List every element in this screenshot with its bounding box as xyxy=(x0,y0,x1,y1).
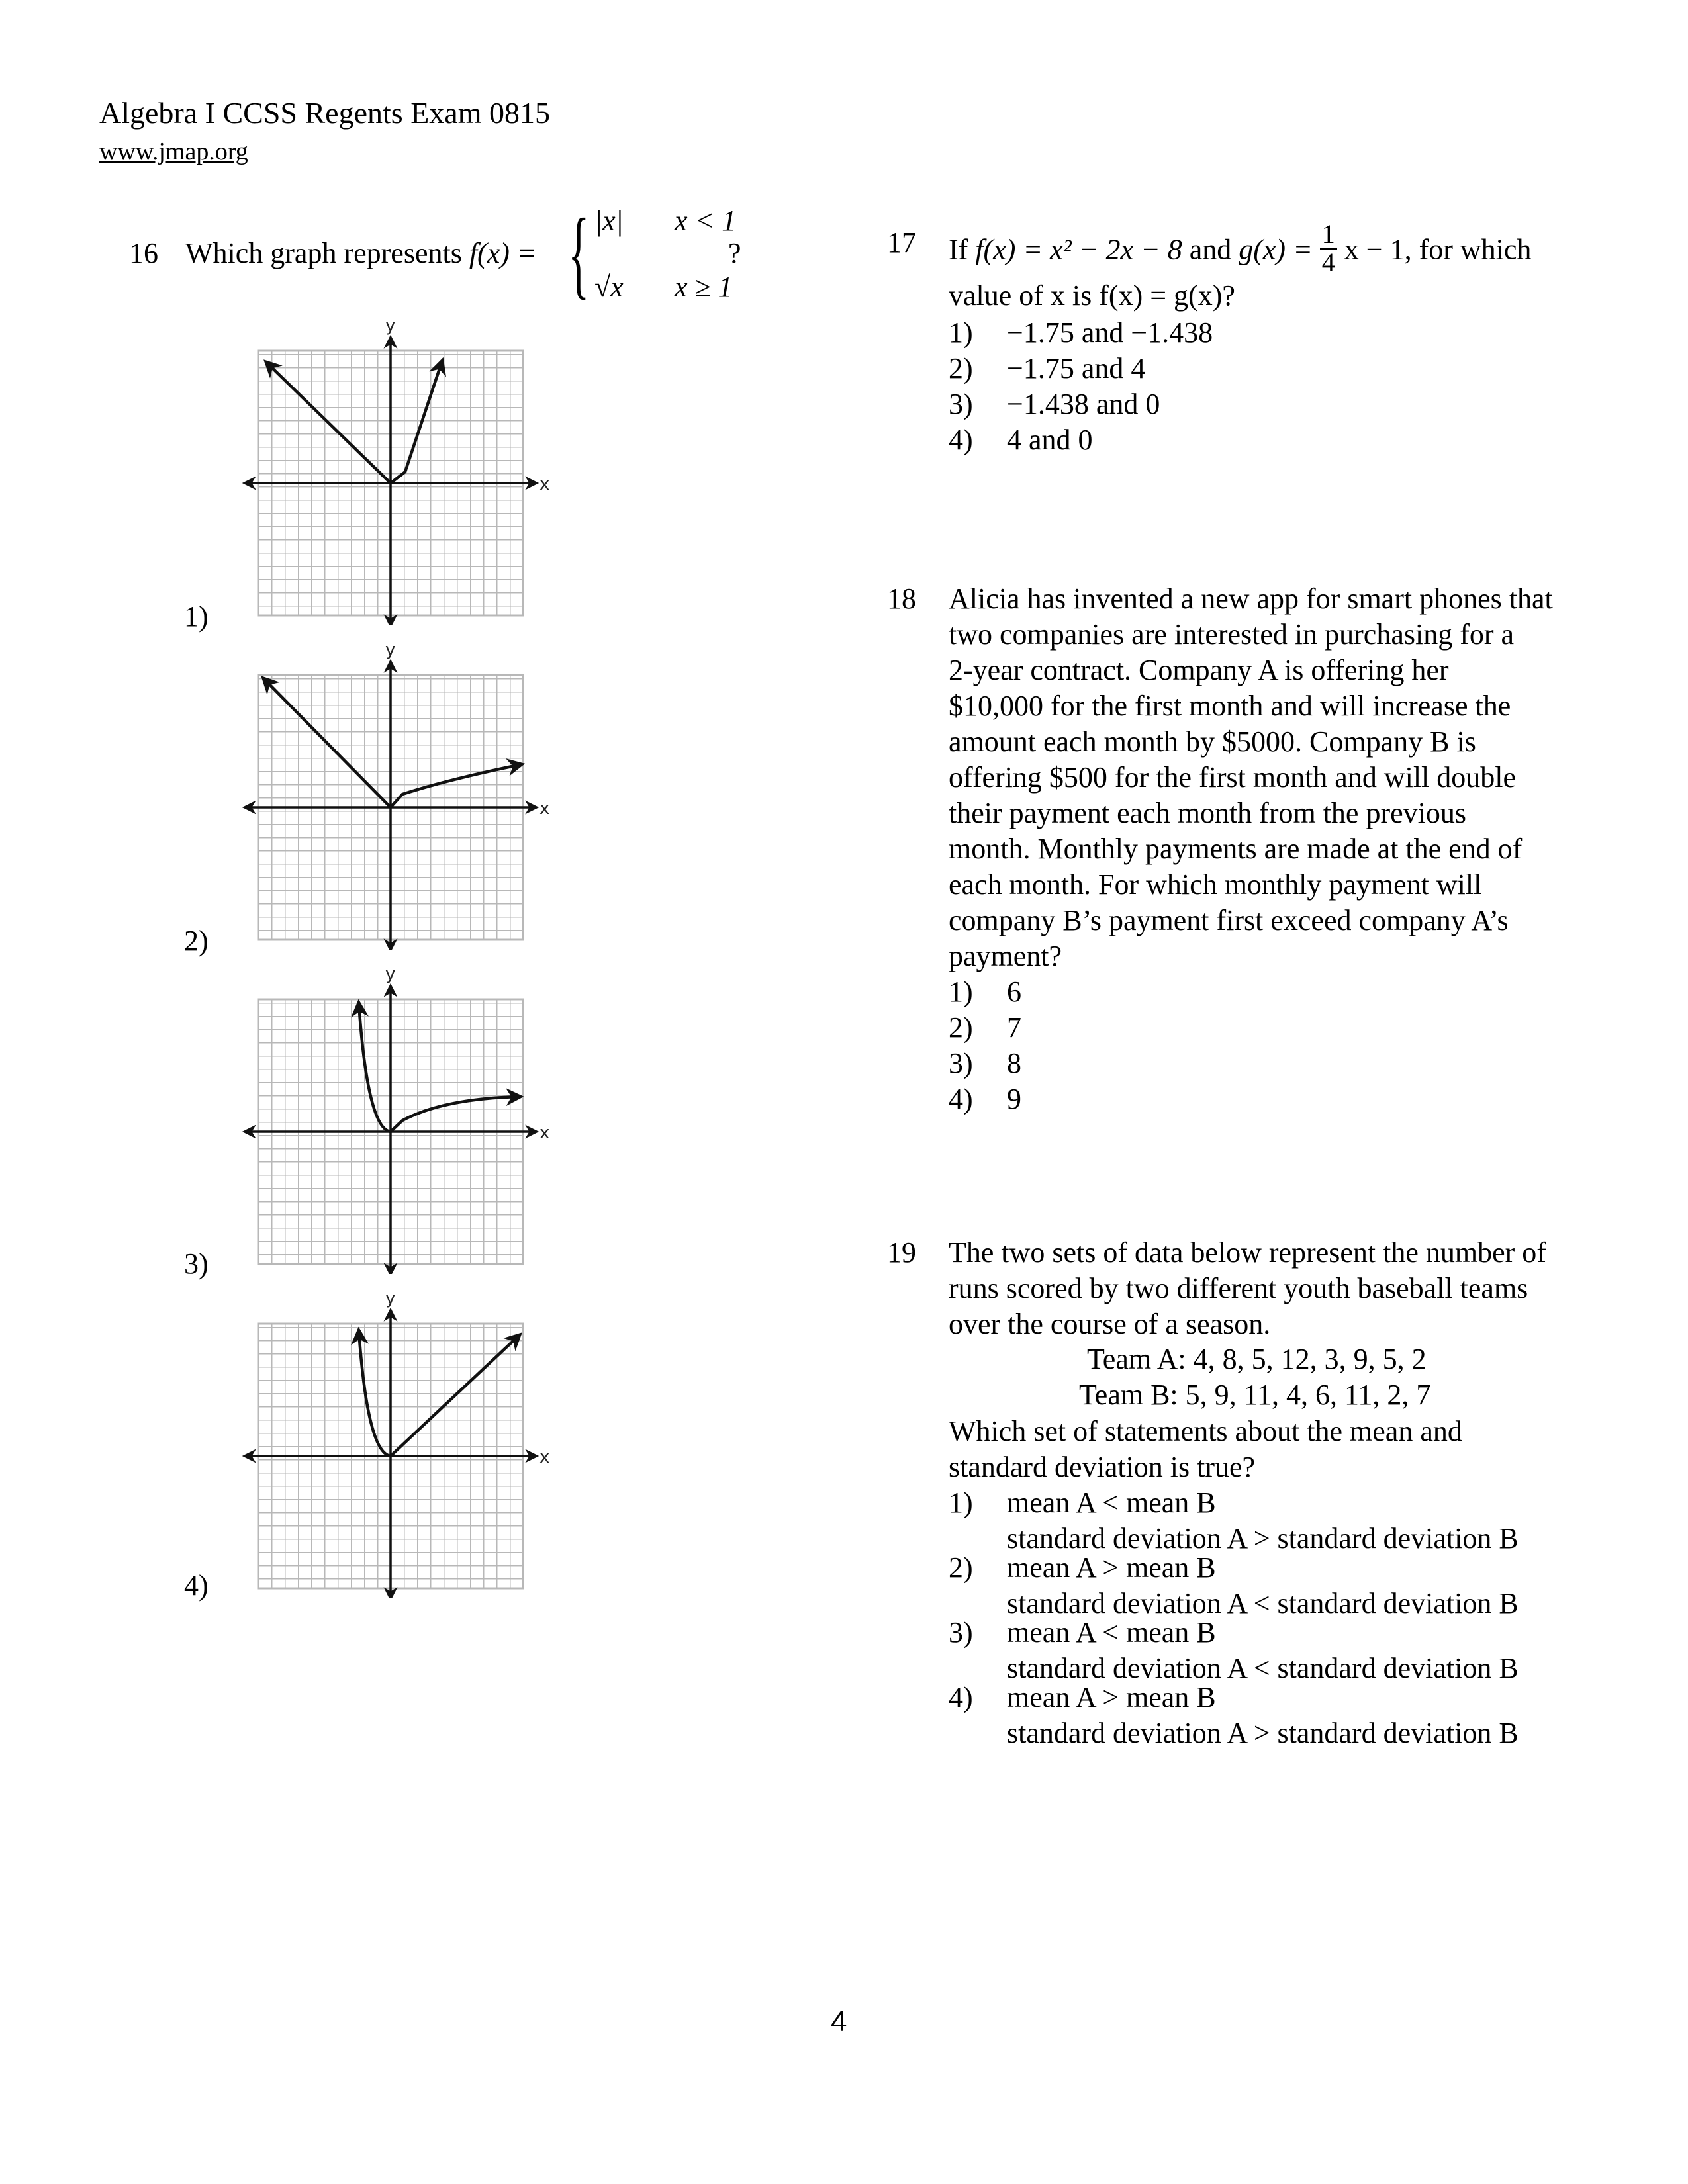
q18-line: payment? xyxy=(949,940,1062,972)
q19-line: runs scored by two different youth baseball teams xyxy=(949,1272,1528,1304)
option-line-1: mean A > mean B xyxy=(1007,1681,1216,1713)
option-label: 3) xyxy=(949,1047,973,1079)
q16-option-1-label[interactable]: 1) xyxy=(184,600,209,633)
jmap-link[interactable]: www.jmap.org xyxy=(99,138,248,165)
svg-text:x: x xyxy=(539,1447,550,1467)
svg-text:y: y xyxy=(385,316,396,336)
piece-cond: x ≥ 1 xyxy=(675,271,733,303)
option-line-1: mean A < mean B xyxy=(1007,1486,1216,1519)
frac-denominator: 4 xyxy=(1321,248,1335,277)
team-b-data xyxy=(1079,1378,1430,1412)
q17-option-2[interactable] xyxy=(949,351,1145,387)
q16-graph-3[interactable] xyxy=(232,950,563,1274)
frac-numerator: 1 xyxy=(1321,219,1335,249)
q17-option-3[interactable] xyxy=(949,387,1160,422)
option-label: 2) xyxy=(949,1011,973,1044)
option-label: 1) xyxy=(949,976,973,1008)
option-text: 7 xyxy=(1007,1011,1021,1044)
q17-and: and xyxy=(1189,233,1232,266)
option-label: 4) xyxy=(949,424,973,456)
svg-text:x: x xyxy=(539,799,550,819)
team-b-label: Team B: xyxy=(1079,1379,1178,1411)
option-label: 2) xyxy=(949,1551,973,1584)
q19-question xyxy=(949,1414,1462,1485)
q18-line: 2-year contract. Company A is offering her xyxy=(949,654,1449,686)
option-text: 6 xyxy=(1007,976,1021,1008)
q17-g-prefix: g(x) = xyxy=(1239,233,1313,266)
q19-option-2[interactable] xyxy=(949,1550,1519,1621)
q18-line: Alicia has invented a new app for smart phones that xyxy=(949,582,1553,615)
q18-line: two companies are interested in purchasing for a xyxy=(949,618,1515,651)
option-line-1: mean A < mean B xyxy=(1007,1616,1216,1649)
q18-number: 18 xyxy=(887,582,916,615)
svg-text:y: y xyxy=(385,964,396,984)
q18-line: $10,000 for the first month and will increase the xyxy=(949,690,1511,722)
q19-question-line: Which set of statements about the mean and xyxy=(949,1415,1462,1447)
q19-number: 19 xyxy=(887,1236,916,1269)
q19-question-line: standard deviation is true? xyxy=(949,1451,1256,1483)
piece-cond: x < 1 xyxy=(675,205,737,237)
q17-line-2: value of x is f(x) = g(x)? xyxy=(949,279,1235,312)
q19-stem xyxy=(949,1235,1546,1342)
option-text: 8 xyxy=(1007,1047,1021,1079)
option-line-1: mean A > mean B xyxy=(1007,1551,1216,1584)
brace: { xyxy=(568,199,590,308)
team-a-label: Team A: xyxy=(1087,1343,1186,1375)
q16-piece-2 xyxy=(594,270,733,304)
q18-line: company B’s payment first exceed company A’s xyxy=(949,904,1509,936)
q17-fraction xyxy=(1320,221,1337,276)
piece-expr: √x xyxy=(594,271,624,303)
q16-option-3-label[interactable]: 3) xyxy=(184,1248,209,1280)
option-text: −1.75 and −1.438 xyxy=(1007,316,1213,349)
q16-piecewise xyxy=(568,199,740,310)
option-text: 9 xyxy=(1007,1083,1021,1115)
q16-graph-2[interactable] xyxy=(232,625,563,950)
option-line-2: standard deviation A < standard deviation B xyxy=(1007,1652,1519,1684)
q19-option-3[interactable] xyxy=(949,1615,1519,1686)
option-text: 4 and 0 xyxy=(1007,424,1093,456)
q17-f-def: f(x) = x² − 2x − 8 xyxy=(975,233,1182,266)
option-line-2: standard deviation A > standard deviation B xyxy=(1007,1717,1519,1749)
svg-text:x: x xyxy=(539,475,550,494)
q18-option-1[interactable] xyxy=(949,974,1021,1010)
option-line-2: standard deviation A > standard deviation B xyxy=(1007,1522,1519,1555)
q16-function: f(x) = xyxy=(469,237,537,269)
q16-qmark: ? xyxy=(728,237,741,269)
q17-prefix: If xyxy=(949,233,968,266)
q18-stem xyxy=(949,581,1553,974)
q17-g-suffix: x − 1, for which xyxy=(1344,233,1532,266)
q19-option-4[interactable] xyxy=(949,1680,1519,1751)
q16-piece-1 xyxy=(594,204,736,238)
piece-expr: |x| xyxy=(594,205,624,237)
q18-line: their payment each month from the previous xyxy=(949,797,1466,829)
q18-line: each month. For which monthly payment will xyxy=(949,868,1482,901)
q18-line: offering $500 for the first month and will double xyxy=(949,761,1517,794)
option-label: 1) xyxy=(949,316,973,349)
option-label: 2) xyxy=(949,352,973,385)
q18-line: amount each month by $5000. Company B is xyxy=(949,725,1476,758)
q18-line: month. Monthly payments are made at the end of xyxy=(949,833,1523,865)
q16-stem xyxy=(185,236,537,271)
q18-option-2[interactable] xyxy=(949,1010,1021,1046)
q16-option-4-label[interactable]: 4) xyxy=(184,1569,209,1602)
q17-line-1 xyxy=(949,219,1532,280)
q16-stem-text: Which graph represents xyxy=(185,237,462,269)
option-label: 3) xyxy=(949,1616,973,1649)
q18-option-3[interactable] xyxy=(949,1046,1021,1081)
team-a-data xyxy=(1087,1342,1427,1376)
option-label: 4) xyxy=(949,1681,973,1713)
svg-text:y: y xyxy=(385,640,396,660)
q16-option-2-label[interactable]: 2) xyxy=(184,925,209,957)
q17-option-1[interactable] xyxy=(949,315,1213,351)
q19-line: The two sets of data below represent the number of xyxy=(949,1236,1546,1269)
q16-graph-1[interactable] xyxy=(232,301,563,625)
option-text: −1.438 and 0 xyxy=(1007,388,1160,420)
option-line-2: standard deviation A < standard deviation B xyxy=(1007,1587,1519,1619)
page-number: 4 xyxy=(831,2005,847,2038)
team-b-values: 5, 9, 11, 4, 6, 11, 2, 7 xyxy=(1185,1379,1431,1411)
q17-number: 17 xyxy=(887,226,916,259)
exam-title: Algebra I CCSS Regents Exam 0815 xyxy=(99,96,550,130)
option-text: −1.75 and 4 xyxy=(1007,352,1146,385)
option-label: 4) xyxy=(949,1083,973,1115)
team-a-values: 4, 8, 5, 12, 3, 9, 5, 2 xyxy=(1193,1343,1427,1375)
q16-graph-4[interactable] xyxy=(232,1274,563,1598)
svg-text:y: y xyxy=(385,1289,396,1308)
svg-text:x: x xyxy=(539,1123,550,1143)
q17-option-4[interactable] xyxy=(949,422,1093,458)
q19-option-1[interactable] xyxy=(949,1485,1519,1557)
q18-option-4[interactable] xyxy=(949,1081,1021,1117)
q19-line: over the course of a season. xyxy=(949,1308,1271,1340)
option-label: 3) xyxy=(949,388,973,420)
q16-number: 16 xyxy=(129,237,158,269)
option-label: 1) xyxy=(949,1486,973,1519)
